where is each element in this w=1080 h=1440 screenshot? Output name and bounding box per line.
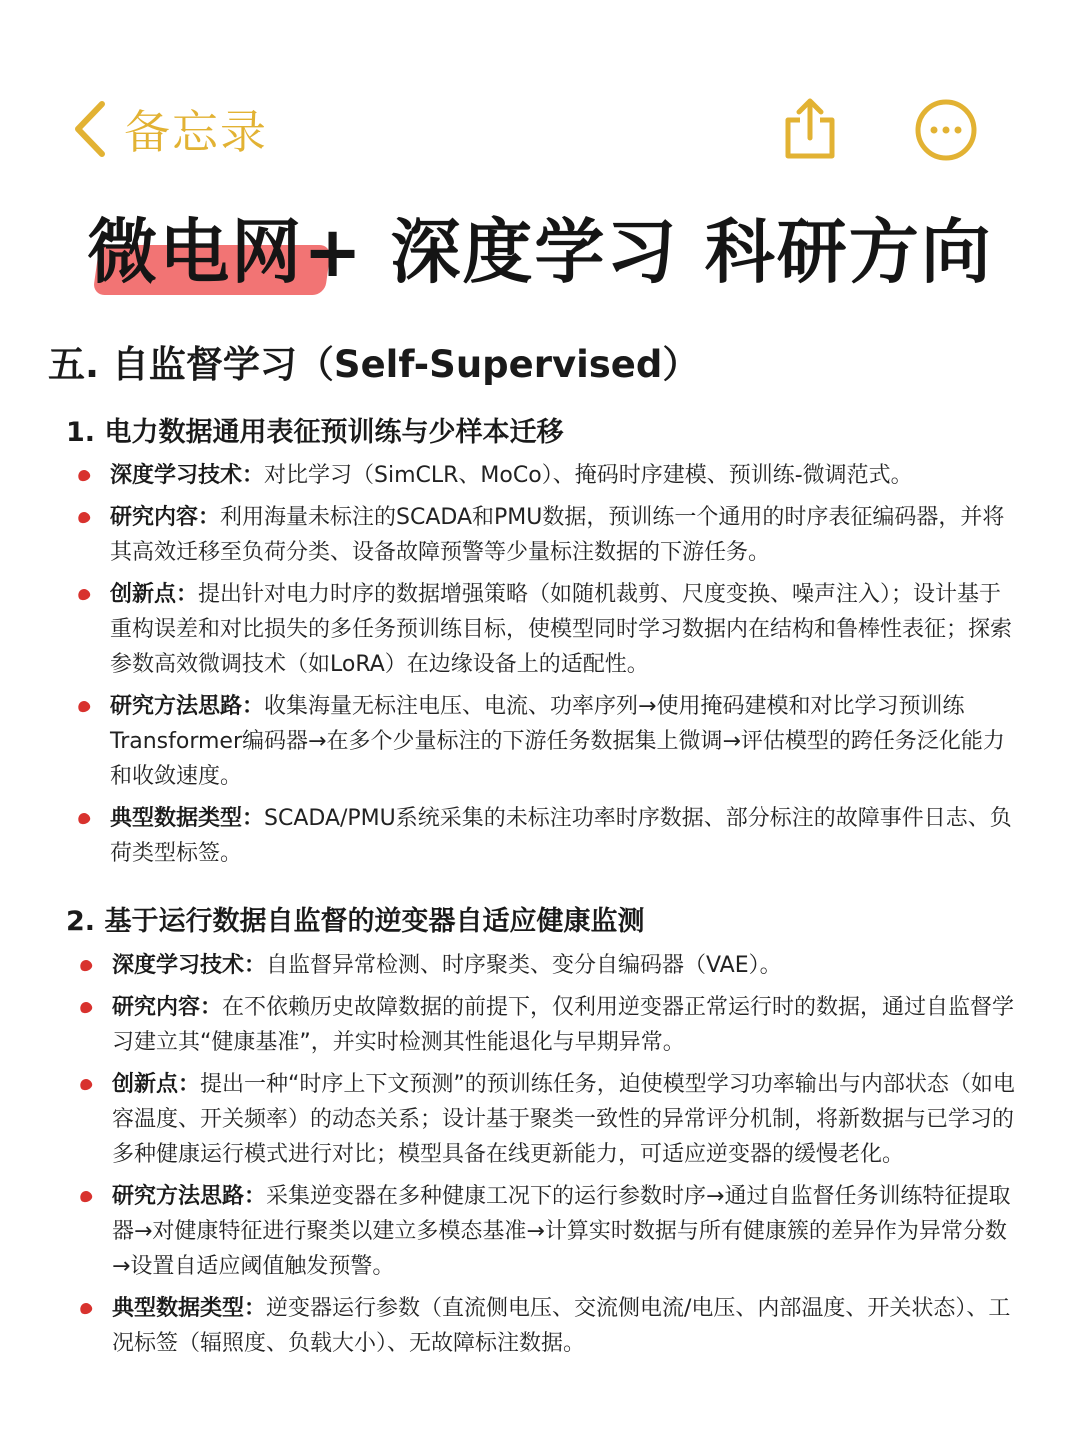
chevron-left-icon [70,98,110,160]
item-label: 创新点： [110,582,199,607]
list-item [78,577,1018,682]
item-label: 典型数据类型： [112,1296,267,1321]
item-text: 逆变器运行参数（直流侧电压、交流侧电流/电压、内部温度、开关状态）、工况标签（辐照度、负载大小）、无故障标注数据。 [112,1296,1011,1356]
bullet-icon [76,699,91,713]
back-label: 备忘录 [124,105,268,159]
item-label: 创新点： [112,1072,201,1097]
note-title-area [0,205,1080,305]
item-text: SCADA/PMU系统采集的未标注功率时序数据、部分标注的故障事件日志、负荷类型标签。 [110,806,1012,866]
item-label: 研究内容： [112,995,223,1020]
bullet-icon [78,1189,93,1203]
item-label: 研究内容： [110,505,221,530]
item-text: 提出一种“时序上下文预测”的预训练任务，迫使模型学习功率输出与内部状态（如电容温度、开关频率）的动态关系；设计基于聚类一致性的异常评分机制，将新数据与已学习的多种健康运行模式进行对比；模型具备在线更新能力，可适应逆变器的缓慢老化。 [112,1072,1015,1167]
list-item [78,801,1018,871]
item-label: 研究方法思路： [110,694,265,719]
section-title: 五. 自监督学习（Self-Supervised） [48,343,700,386]
item-text: 收集海量无标注电压、电流、功率序列→使用掩码建模和对比学习预训练Transformer编码器→在多个少量标注的下游任务数据集上微调→评估模型的跨任务泛化能力和收敛速度。 [110,694,1005,789]
item-text: 提出针对电力时序的数据增强策略（如随机裁剪、尺度变换、噪声注入）；设计基于重构误差和对比损失的多任务预训练目标，使模型同时学习数据内在结构和鲁棒性表征；探索参数高效微调技术（如LoRA）在边缘设备上的适配性。 [110,582,1013,677]
item-text: 利用海量未标注的SCADA和PMU数据，预训练一个通用的时序表征编码器，并将其高效迁移至负荷分类、设备故障预警等少量标注数据的下游任务。 [110,505,1005,565]
item-label: 深度学习技术： [110,463,265,488]
item-text: 自监督异常检测、时序聚类、变分自编码器（VAE）。 [266,953,782,978]
list-item [80,1291,1020,1361]
bullet-icon [76,811,91,825]
share-button[interactable] [780,96,840,162]
item-text: 对比学习（SimCLR、MoCo）、掩码时序建模、预训练-微调范式。 [264,463,913,488]
more-button[interactable] [914,98,978,162]
share-icon [780,96,840,162]
subsection-heading: 2. 基于运行数据自监督的逆变器自适应健康监测 [66,906,645,937]
bullet-icon [78,1301,93,1315]
list-item [78,500,1018,570]
bullet-icon [76,510,91,524]
item-label: 深度学习技术： [112,953,267,978]
list-item [80,1179,1020,1284]
list-item [78,458,1018,493]
list-item [80,948,1020,983]
subsection-2-list [80,948,1020,1368]
top-navigation-bar [0,0,1080,200]
item-label: 研究方法思路： [112,1184,267,1209]
list-item [78,689,1018,794]
item-label: 典型数据类型： [110,806,265,831]
bullet-icon [78,1077,93,1091]
list-item [80,1067,1020,1172]
more-icon [914,98,978,162]
bullet-icon [78,958,93,972]
list-item [80,990,1020,1060]
bullet-icon [78,1000,93,1014]
subsection-1-list [78,458,1018,878]
item-text: 在不依赖历史故障数据的前提下，仅利用逆变器正常运行时的数据，通过自监督学习建立其“健康基准”，并实时检测其性能退化与早期异常。 [112,995,1015,1055]
bullet-icon [76,468,91,482]
back-button[interactable] [70,96,268,162]
note-title: 微电网+ 深度学习 科研方向 [87,211,993,293]
bullet-icon [76,587,91,601]
item-text: 采集逆变器在多种健康工况下的运行参数时序→通过自监督任务训练特征提取器→对健康特征进行聚类以建立多模态基准→计算实时数据与所有健康簇的差异作为异常分数→设置自适应阈值触发预警。 [112,1184,1011,1279]
subsection-heading: 1. 电力数据通用表征预训练与少样本迁移 [66,417,564,448]
